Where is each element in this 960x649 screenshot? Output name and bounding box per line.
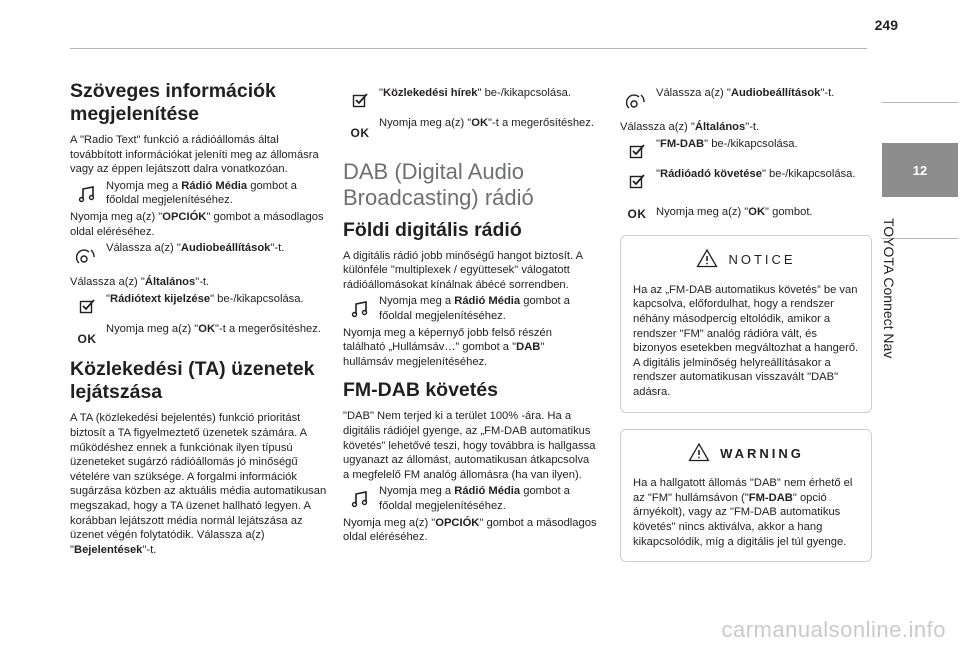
step-row [343, 116, 597, 141]
ok-icon: OK [350, 126, 370, 140]
paragraph: Nyomja meg a(z) "OPCIÓK" gombot a másodlagos oldal eléréséhez. [70, 210, 324, 238]
radio-signal-icon [620, 86, 654, 112]
step-row [620, 137, 872, 159]
step-text: "Rádiótext kijelzése" be-/kikapcsolása. [106, 292, 304, 305]
warning-triangle-icon [696, 248, 718, 273]
step-text: Nyomja meg a(z) "OK" gombot. [656, 205, 813, 218]
step-row [620, 86, 872, 112]
top-rule [70, 48, 867, 49]
step-text: "Rádióadó követése" be-/kikapcsolása. [656, 167, 856, 180]
watermark: carmanualsonline.info [721, 617, 946, 642]
step-text: Nyomja meg a Rádió Média gombot a főoldal megjelenítéséhez. [379, 485, 570, 512]
step-text: Nyomja meg a Rádió Média gombot a főoldal megjelenítéséhez. [106, 179, 297, 207]
page-number: 249 [874, 17, 898, 33]
heading-terrestrial: Földi digitális rádió [343, 218, 522, 241]
paragraph: Nyomja meg a(z) "OPCIÓK" gombot a másodlagos oldal eléréséhez. [343, 516, 597, 544]
radio-signal-icon [70, 241, 104, 267]
checkbox-icon [620, 137, 654, 159]
step-row [343, 86, 597, 108]
step-text: Válassza a(z) "Audiobeállítások"-t. [656, 87, 835, 99]
step-text: "Közlekedési hírek" be-/kikapcsolása. [379, 87, 572, 99]
heading-radio-text: Szöveges információk megjelenítése [70, 80, 276, 125]
step-row [620, 167, 872, 189]
checkbox-icon [70, 292, 104, 314]
heading-dab: DAB (Digital Audio Broadcasting) rádió [343, 158, 534, 210]
paragraph: A "Radio Text" funkció a rádióállomás által továbbított információkat jeleníti meg az állomásra vagy az éppen lejátszott dalra vonatkozóan. [70, 134, 319, 176]
step-text: Nyomja meg a(z) "OK"-t a megerősítéshez. [379, 117, 594, 129]
checkbox-icon [343, 86, 377, 108]
ok-icon: OK [627, 206, 647, 221]
chapter-tab[interactable]: 12 [882, 143, 958, 197]
column-3 [620, 84, 872, 562]
paragraph: Válassza a(z) "Általános"-t. [70, 276, 210, 289]
step-text: Nyomja meg a Rádió Média gombot a főoldal megjelenítéséhez. [379, 295, 570, 322]
heading-fm-dab: FM-DAB követés [343, 379, 498, 402]
checkbox-icon [620, 167, 654, 189]
notice-text: Ha az „FM-DAB automatikus követés” be van kapcsolva, előfordulhat, hogy a rendszer néhány másodpercig eltolódik, amikor a rendszer "FM" analóg rádióra vált, és bizonyos esetekben megváltozhat a hangerő. A digitális jelminőség helyreállításakor a rendszer automatikusan visszavált "DAB" adásra. [633, 283, 859, 398]
ok-icon: OK [77, 331, 97, 346]
warning-box [620, 429, 872, 563]
step-row [70, 322, 332, 347]
chapter-label: TOYOTA Connect Nav [881, 218, 897, 359]
warning-triangle-icon [688, 442, 710, 467]
step-text: Nyomja meg a(z) "OK"-t a megerősítéshez. [106, 322, 321, 335]
music-note-icon [70, 179, 104, 203]
heading-ta: Közlekedési (TA) üzenetek lejátszása [70, 358, 315, 404]
paragraph: Nyomja meg a képernyő jobb felső részén található „Hullámsáv…” gombot a "DAB" hullámsáv megjelenítéséhez. [343, 326, 552, 368]
music-note-icon [343, 294, 377, 318]
paragraph: A digitális rádió jobb minőségű hangot biztosít. A különféle "multiplexek / együttesek" válogatott rádióállomásokat kínálnak ábécé sorrendben. [343, 249, 583, 291]
step-text: "FM-DAB" be-/kikapcsolása. [656, 137, 798, 150]
paragraph: A TA (közlekedési bejelentés) funkció prioritást biztosít a TA figyelmeztető üzenetek számára. A működéshez ennek a funkciónak ilyen típusú üzeneteket sugárzó rádióállomás jó minőségű vételére van szüksége. A forgalmi információk sugárzása közben az aktuális média automatikusan megszakad, hogy a TA üzenet hallható legyen. A korábban lejátszott média normál lejátszása az üzenet végén folytatódik. Válassza a(z) "Bejelentések"-t. [70, 412, 327, 556]
notice-header [633, 248, 859, 273]
paragraph: Válassza a(z) "Általános"-t. [620, 121, 760, 133]
paragraph: "DAB" Nem terjed ki a terület 100% -ára. Ha a digitális rádiójel gyenge, az „FM-DAB automatikus követés” lehetővé teszi, hogy továbbra is hallgassa ugyanazt az állomást, automatikusan átkapcsolva a megfelelő FM analóg állomásra (ha van ilyen). [343, 410, 596, 481]
step-row [343, 294, 597, 323]
step-row [70, 241, 332, 267]
column-1 [70, 80, 332, 557]
column-2 [343, 84, 597, 545]
music-note-icon [343, 484, 377, 508]
warning-header [633, 442, 859, 467]
notice-title: NOTICE [728, 252, 796, 268]
notice-box [620, 235, 872, 412]
step-row [70, 179, 332, 208]
step-row [620, 197, 872, 222]
step-row [343, 484, 597, 513]
step-text: Válassza a(z) "Audiobeállítások"-t. [106, 242, 285, 255]
warning-text: Ha a hallgatott állomás "DAB" nem érhető el az "FM" hullámsávon ("FM-DAB" opció árnyékolt), vagy az "FM-DAB automatikus követés" nincs aktiválva, akkor a hang kikapcsolódik, míg a digitális jel túl gyenge. [633, 477, 853, 548]
warning-title: WARNING [720, 445, 804, 461]
side-rule-top [882, 102, 958, 103]
step-row [70, 292, 332, 314]
